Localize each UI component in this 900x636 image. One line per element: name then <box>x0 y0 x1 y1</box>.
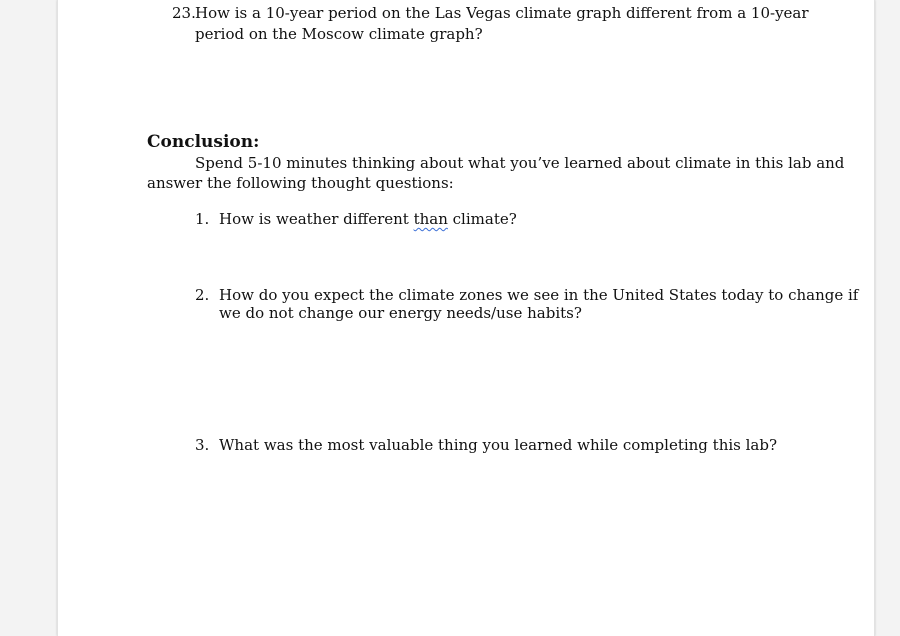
question-1-text-before: How is weather different <box>219 210 414 228</box>
question-23-number: 23. <box>172 4 196 22</box>
grammar-flagged-word[interactable]: than <box>413 210 448 228</box>
conclusion-question-3-number: 3. <box>195 436 210 454</box>
conclusion-question-2-line2: we do not change our energy needs/use habits? <box>219 304 582 322</box>
conclusion-intro-line2: answer the following thought questions: <box>147 174 454 192</box>
conclusion-question-2-number: 2. <box>195 286 210 304</box>
conclusion-heading: Conclusion: <box>147 132 260 152</box>
conclusion-question-1-text <box>219 209 517 229</box>
question-23-text-line1: How is a 10-year period on the Las Vegas climate graph different from a 10-year <box>195 4 809 22</box>
conclusion-question-3-text: What was the most valuable thing you learned while completing this lab? <box>219 436 778 454</box>
document-page <box>57 0 875 636</box>
question-23-text-line2: period on the Moscow climate graph? <box>195 25 483 43</box>
conclusion-question-1-number: 1. <box>195 210 210 228</box>
conclusion-question-2-line1: How do you expect the climate zones we see in the United States today to change if <box>219 286 859 304</box>
question-1-text-after: climate? <box>447 210 517 228</box>
conclusion-intro-line1: Spend 5-10 minutes thinking about what you’ve learned about climate in this lab and <box>195 154 845 172</box>
